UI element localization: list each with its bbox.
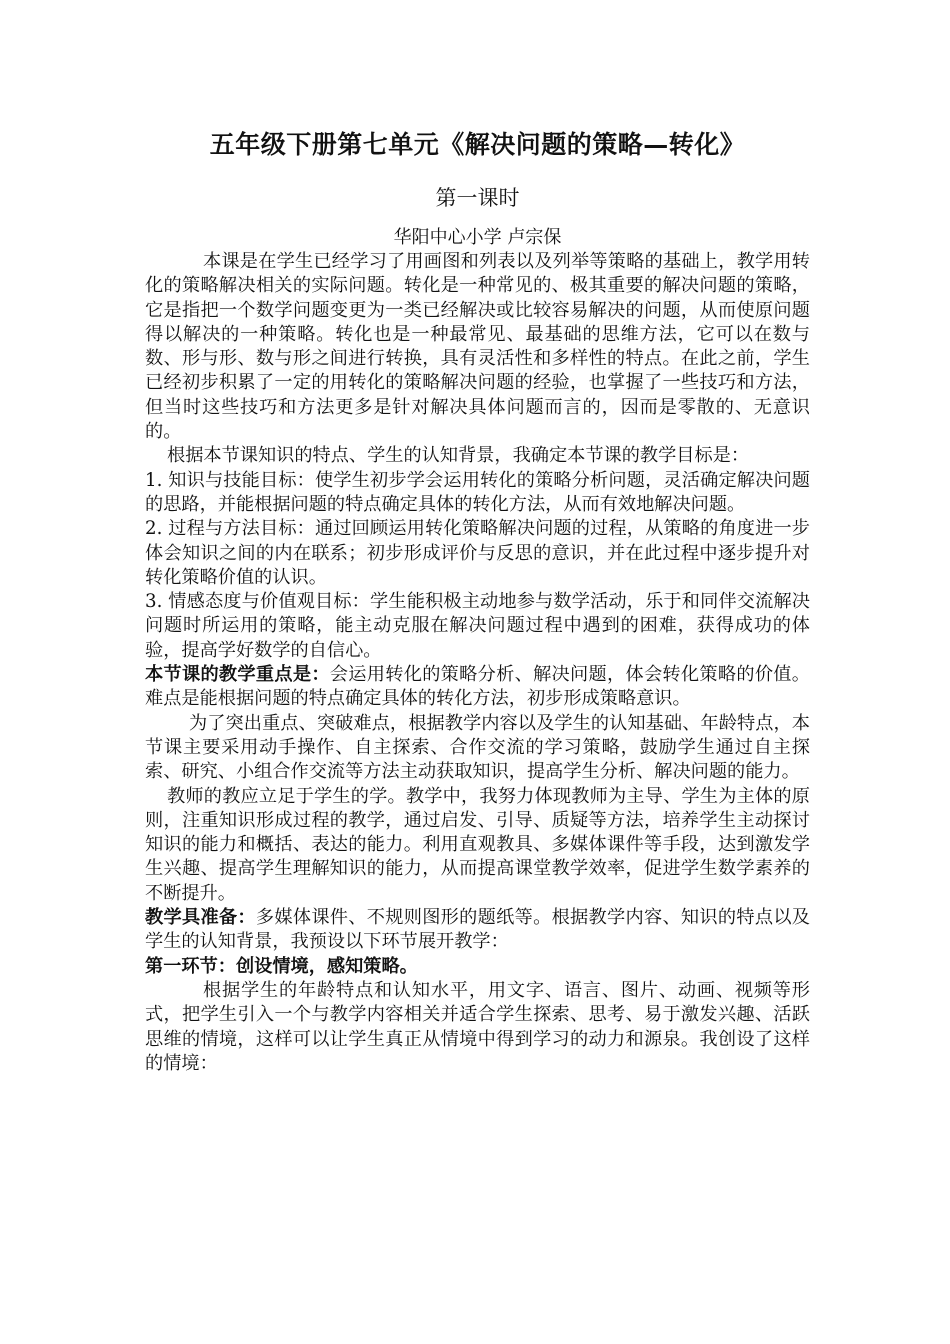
paragraph-goal-2: 2. 过程与方法目标：通过回顾运用转化策略解决问题的过程，从策略的角度进一步体会知识之间的内在联系；初步形成评价与反思的意识，并在此过程中逐步提升对转化策略价值的认识。 — [145, 518, 810, 588]
focus-label: 本节课的教学重点是： — [145, 664, 330, 686]
paragraph-situation: 根据学生的年龄特点和认知水平，用文字、语言、图片、动画、视频等形式，把学生引入一个与教学内容相关并适合学生探索、思考、易于激发兴趣、活跃思维的情境，这样可以让学生真正从情境中得到学习的动力和源泉。我创设了这样的情境： — [145, 979, 810, 1074]
paragraph-goal-3: 3. 情感态度与价值观目标：学生能积极主动地参与数学活动，乐于和同伴交流解决问题时所运用的策略，能主动克服在解决问题过程中遇到的困难，获得成功的体验，提高学好数学的自信心。 — [145, 591, 810, 661]
preparation-label: 教学具准备： — [145, 907, 256, 929]
paragraph-methods: 为了突出重点、突破难点，根据教学内容以及学生的认知基础、年龄特点，本节课主要采用动手操作、自主探索、合作交流的学习策略，鼓励学生通过自主探索、研究、小组合作交流等方法主动获取知识，提高学生分析、解决问题的能力。 — [145, 712, 810, 783]
document-body — [145, 250, 810, 1076]
focus-text: 会运用转化的策略分析、解决问题，体会转化策略的价值。难点是能根据问题的特点确定具体的转化方法，初步形成策略意识。 — [145, 664, 810, 710]
paragraph-teaching: 教师的教应立足于学生的学。教学中，我努力体现教师为主导、学生为主体的原则，注重知识形成过程的教学，通过启发、引导、质疑等方法，培养学生主动探讨知识的能力和概括、表达的能力。利用直观教具、多媒体课件等手段，达到激发学生兴趣、提高学生理解知识的能力，从而提高课堂教学效率，促进学生数学素养的不断提升。 — [145, 785, 810, 904]
preparation-text: 多媒体课件、不规则图形的题纸等。根据教学内容、知识的特点以及学生的认知背景，我预设以下环节展开教学： — [145, 907, 810, 953]
paragraph-focus — [145, 663, 810, 712]
paragraph-goals-intro: 根据本节课知识的特点、学生的认知背景，我确定本节课的教学目标是： — [167, 445, 750, 467]
document-page — [145, 128, 810, 1076]
document-title: 五年级下册第七单元《解决问题的策略—转化》 — [209, 130, 746, 159]
document-author: 华阳中心小学 卢宗保 — [393, 227, 562, 248]
paragraph-preparation — [145, 906, 810, 955]
paragraph-intro: 本课是在学生已经学习了用画图和列表以及列举等策略的基础上，教学用转化的策略解决相关的实际问题。转化是一种常见的、极其重要的解决问题的策略，它是指把一个数学问题变更为一类已经解决或比较容易解决的问题，从而使原问题得以解决的一种策略。转化也是一种最常见、最基础的思维方法，它可以在数与数、形与形、数与形之间进行转换，具有灵活性和多样性的特点。在此之前，学生已经初步积累了一定的用转化的策略解决问题的经验，也掌握了一些技巧和方法，但当时这些技巧和方法更多是针对解决具体问题而言的，因而是零散的、无意识的。 — [145, 251, 810, 443]
paragraph-goal-1: 1. 知识与技能目标：使学生初步学会运用转化的策略分析问题，灵活确定解决问题的思路，并能根据问题的特点确定具体的转化方法，从而有效地解决问题。 — [145, 469, 810, 515]
section-heading-1: 第一环节：创设情境，感知策略。 — [145, 955, 418, 977]
document-subtitle: 第一课时 — [435, 186, 520, 210]
